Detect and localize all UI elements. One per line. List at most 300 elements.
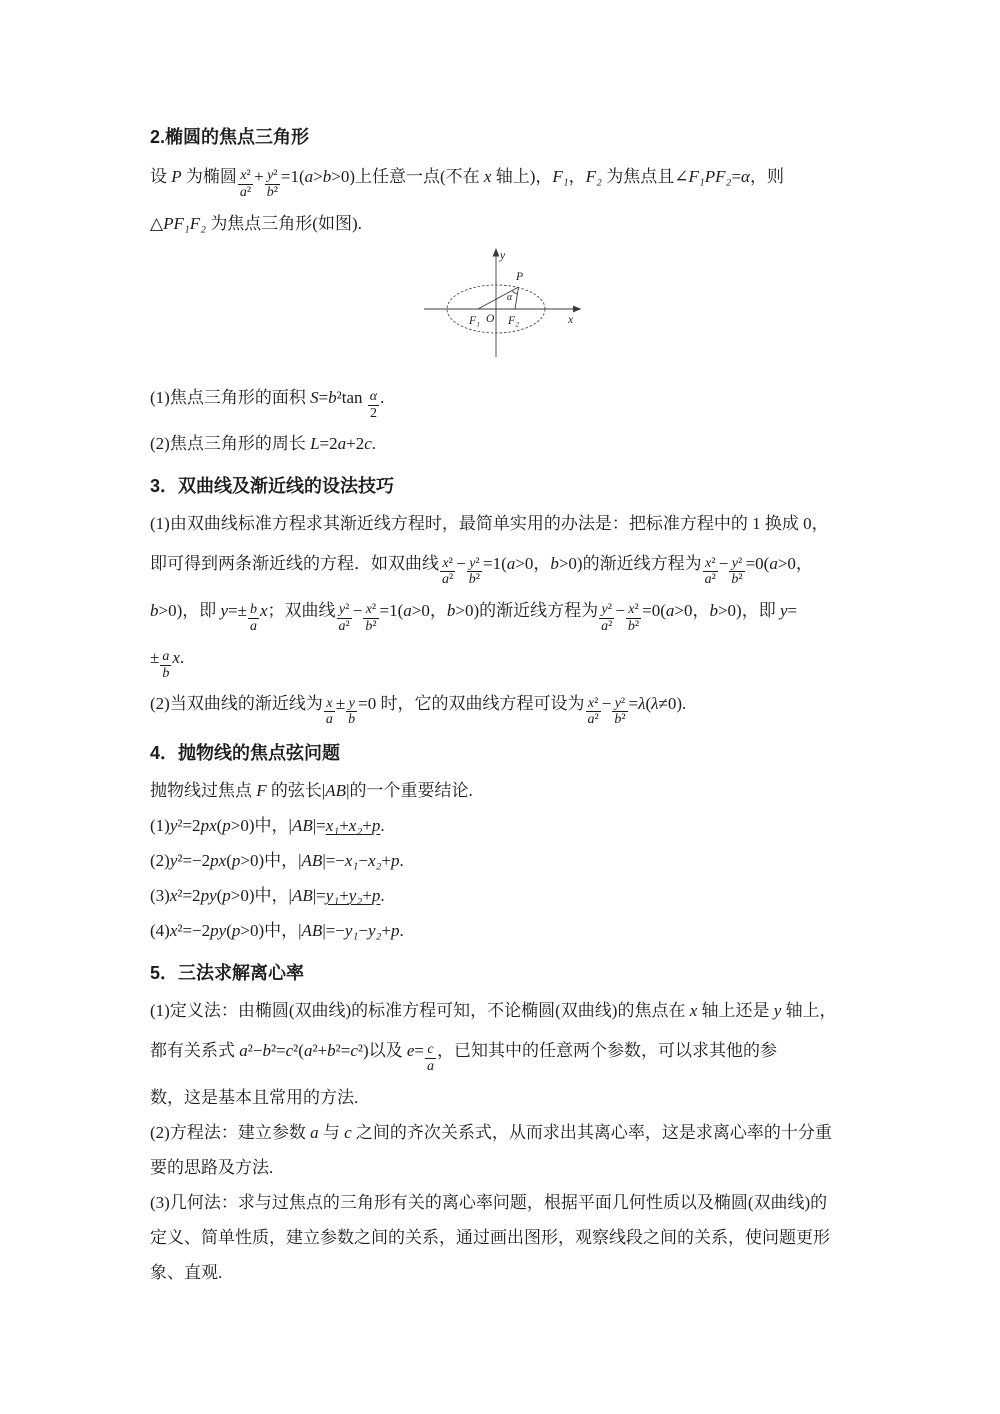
text-run: . <box>380 816 385 836</box>
math-var: a <box>442 572 449 588</box>
text-line <box>150 808 860 843</box>
math-var: AB <box>325 781 347 801</box>
math-var: x <box>259 601 268 621</box>
math-var: b <box>446 601 456 621</box>
x-axis-arrow-icon <box>573 305 582 312</box>
text-run: . <box>380 886 385 906</box>
math-var: y <box>220 601 229 621</box>
text-run: 5．三法求解离心率 <box>150 963 305 984</box>
text-run: = <box>628 694 639 714</box>
text-run: ² <box>621 712 626 728</box>
text-run: ² <box>273 185 278 200</box>
text-run: ( <box>645 694 652 714</box>
text-run: >0)的渐近线方程为 <box>455 601 599 621</box>
section-heading <box>150 736 860 770</box>
text-run: + <box>339 886 349 906</box>
text-run: ² <box>449 572 454 588</box>
text-run: ² <box>345 619 350 635</box>
math-var: y₁ <box>344 921 359 941</box>
math-var: b <box>327 1041 336 1061</box>
text-run: ² <box>594 712 599 728</box>
text-run: ²= <box>270 1041 286 1061</box>
math-var: x <box>587 695 595 711</box>
math-var: p <box>231 851 241 871</box>
math-var: λ <box>651 694 659 714</box>
math-var: p <box>371 886 381 906</box>
math-var: a <box>587 712 595 728</box>
text-run: . <box>399 851 404 871</box>
text-run: 2.椭圆的焦点三角形 <box>150 127 310 147</box>
text-run: (2)方程法：建立参数 <box>150 1122 311 1142</box>
text-run: = <box>731 167 742 186</box>
math-var: x <box>172 647 180 667</box>
segment-pf1 <box>478 287 519 309</box>
text-run: |= <box>312 886 326 906</box>
text-line <box>150 546 860 588</box>
fraction <box>160 649 171 681</box>
text-run: − <box>358 921 368 941</box>
text-run: ² <box>371 602 377 618</box>
math-var: P <box>171 167 182 186</box>
math-var: AB <box>301 921 323 941</box>
fraction <box>363 602 378 634</box>
math-var: a <box>304 167 314 186</box>
math-var: a <box>338 619 346 635</box>
fraction <box>346 696 357 728</box>
text-line <box>150 593 860 635</box>
text-run: . <box>179 647 185 667</box>
text-run: ， <box>568 167 586 186</box>
math-var: a <box>601 619 609 635</box>
text-run: 象、直观. <box>150 1262 223 1282</box>
label-angle-alpha: α <box>507 291 513 303</box>
text-run: >0)，即 <box>717 601 780 621</box>
text-line <box>150 1033 860 1075</box>
math-var: b <box>322 167 332 186</box>
text-run: ² <box>475 572 480 588</box>
math-var: b <box>262 1041 271 1061</box>
text-run: ² <box>738 555 743 571</box>
math-var: x <box>326 695 333 711</box>
text-run: 4．抛物线的焦点弦问题 <box>150 743 341 764</box>
math-var: x <box>365 602 372 618</box>
fraction <box>729 556 744 588</box>
text-run: 轴上， <box>781 1001 837 1021</box>
math-var: p <box>231 921 241 941</box>
fraction <box>467 556 482 588</box>
text-run: + <box>381 851 392 871</box>
math-var: c <box>350 1041 358 1061</box>
math-var: y <box>348 695 355 711</box>
fraction <box>425 1042 436 1074</box>
math-var: y₂ <box>367 921 382 941</box>
label-focus-f1: F₁ <box>469 314 481 327</box>
text-run: = <box>414 1041 425 1061</box>
text-run: ² <box>634 602 639 618</box>
math-var: p <box>391 851 400 871</box>
text-run: |的一个重要结论. <box>346 781 473 801</box>
text-run: ² <box>634 619 640 635</box>
ellipse-figure <box>419 247 591 370</box>
text-run: ²)以及 <box>357 1041 407 1061</box>
text-run: ² <box>594 695 599 711</box>
text-run: + <box>362 886 372 906</box>
math-var: x <box>689 1001 698 1021</box>
fraction <box>612 696 627 728</box>
text-run: ² <box>607 602 612 618</box>
math-var: y <box>779 601 788 621</box>
text-run: (3)几何法：求与过焦点的三角形有关的离心率问题，根据平面几何性质以及椭圆(双曲线)的 <box>150 1192 828 1212</box>
math-var: e <box>406 1041 415 1061</box>
math-var: p <box>222 816 231 836</box>
text-run: 2 <box>369 405 377 421</box>
text-run: ² <box>372 619 377 635</box>
math-var: α <box>741 167 750 186</box>
math-var: b <box>328 387 337 407</box>
math-var: y <box>773 1001 782 1021</box>
math-var: F₁ <box>552 167 569 186</box>
y-axis-arrow-icon <box>493 248 500 257</box>
fraction <box>626 602 641 634</box>
text-line <box>150 1150 860 1185</box>
text-line <box>150 1115 860 1150</box>
fraction <box>324 696 335 728</box>
math-var: L <box>310 434 320 454</box>
math-var: b <box>614 712 622 728</box>
math-var: b <box>150 601 159 621</box>
text-run: ² <box>273 168 278 184</box>
math-var: PF₁F₂ <box>163 213 207 233</box>
math-var: a <box>403 601 412 621</box>
math-var: b <box>468 572 476 588</box>
text-run: |=− <box>322 851 345 871</box>
math-var: py <box>200 886 217 906</box>
text-run: |= <box>312 816 326 836</box>
text-run: ≠0). <box>658 694 687 714</box>
text-run: ± <box>150 647 160 667</box>
text-run: =1( <box>379 601 404 621</box>
text-run: (1)由双曲线标准方程求其渐近线方程时，最简单实用的办法是：把标准方程中的 1 换成 0， <box>150 514 829 534</box>
text-run: 都有关系式 <box>150 1041 240 1061</box>
math-var: y <box>731 555 738 571</box>
text-run: 与 <box>318 1122 345 1142</box>
text-run: − <box>456 554 466 574</box>
text-run: 3．双曲线及渐近线的设法技巧 <box>150 476 395 497</box>
text-run: 要的思路及方法. <box>150 1157 274 1177</box>
text-run: 为焦点三角形(如图). <box>206 213 362 233</box>
fraction <box>337 602 352 634</box>
fraction <box>703 556 718 588</box>
text-run: >0)上任意一点(不在 <box>331 167 484 186</box>
text-run: ²=2 <box>177 816 201 836</box>
math-var: y₁ <box>325 886 340 906</box>
text-line <box>150 878 860 913</box>
section-heading <box>150 956 860 990</box>
text-run: ( <box>216 816 223 836</box>
text-run: >0)中，| <box>240 851 302 871</box>
text-run: ± <box>335 694 346 714</box>
text-line <box>150 686 860 728</box>
math-var: a <box>239 185 247 200</box>
ellipse-figure-svg <box>419 247 591 365</box>
text-run: 数，这是基本且常用的方法. <box>150 1087 359 1107</box>
math-var: a <box>665 601 675 621</box>
math-var: x <box>442 555 449 571</box>
text-run: ² <box>345 602 350 618</box>
math-var: a <box>769 554 778 574</box>
text-run: ²+ <box>312 1041 328 1061</box>
text-run: − <box>615 601 625 621</box>
math-var: F₂ <box>585 167 602 186</box>
math-var: x₁ <box>344 851 359 871</box>
text-run: (3) <box>150 886 170 906</box>
text-run: =1( <box>483 554 507 574</box>
text-run: >0， <box>515 554 551 574</box>
math-var: b <box>266 185 274 200</box>
text-run: 为椭圆 <box>181 167 237 186</box>
text-run: =1( <box>280 167 305 186</box>
text-line <box>150 206 860 241</box>
text-run: + <box>362 816 372 836</box>
angle-arc <box>512 290 518 293</box>
math-var: c <box>344 1122 352 1142</box>
text-run: >0)的渐近线方程为 <box>558 554 702 574</box>
text-run: ( <box>216 886 223 906</box>
math-var: F <box>256 781 267 801</box>
text-run: = <box>787 601 798 621</box>
text-run: ² <box>246 185 252 200</box>
text-run: . <box>371 434 377 454</box>
text-run: + <box>254 167 264 186</box>
underlined-formula <box>326 816 381 835</box>
math-var: a <box>162 649 170 665</box>
document-body <box>150 120 860 1290</box>
math-var: p <box>371 816 381 836</box>
text-line <box>150 426 860 461</box>
math-var: S <box>310 387 319 407</box>
text-run: + <box>381 921 392 941</box>
text-run: (2)焦点三角形的周长 <box>150 434 311 454</box>
text-run: 的弦长| <box>266 781 326 801</box>
text-run: − <box>601 694 612 714</box>
math-var: x <box>628 602 635 618</box>
math-var: a <box>249 619 257 635</box>
text-run: >0)中，| <box>240 921 302 941</box>
math-var: b <box>550 554 559 574</box>
text-run: =2 <box>319 434 338 454</box>
text-run: (1)焦点三角形的面积 <box>150 387 311 407</box>
text-run: (1) <box>150 816 170 836</box>
math-var: p <box>222 886 231 906</box>
math-var: y <box>614 695 621 711</box>
text-line <box>150 993 860 1028</box>
math-var: b <box>731 572 739 588</box>
math-var: px <box>200 816 217 836</box>
text-run: ² <box>711 555 716 571</box>
text-run: 之间的齐次关系式，从而求出其离心率，这是求离心率的十分重 <box>351 1122 832 1142</box>
text-run: +2 <box>346 434 365 454</box>
section-heading <box>150 120 860 154</box>
math-var: x <box>704 555 712 571</box>
text-run: ² <box>246 168 251 184</box>
label-y-axis: y <box>500 249 506 262</box>
math-var: px <box>210 851 227 871</box>
math-var: b <box>627 619 635 635</box>
math-var: b <box>709 601 718 621</box>
text-run: 为焦点且∠ <box>601 167 689 186</box>
math-var: x₂ <box>348 816 363 836</box>
text-run: ( <box>226 851 232 871</box>
text-run: − <box>358 851 368 871</box>
text-line <box>150 1080 860 1115</box>
text-line <box>150 773 860 808</box>
text-run: + <box>339 816 349 836</box>
math-var: x <box>483 167 492 186</box>
math-var: λ <box>638 694 646 714</box>
math-var: AB <box>301 851 323 871</box>
label-focus-f2: F₂ <box>508 314 520 327</box>
math-var: x₂ <box>367 851 382 871</box>
math-var: py <box>210 921 227 941</box>
math-var: AB <box>291 886 313 906</box>
text-run: (2) <box>150 851 170 871</box>
text-run: >0)中，| <box>230 886 292 906</box>
text-run: ²tan <box>336 387 367 407</box>
text-run: > <box>313 167 323 186</box>
fraction <box>248 602 259 634</box>
text-run: =0 时，它的双曲线方程可设为 <box>358 694 585 714</box>
fraction <box>440 556 455 588</box>
math-var: y <box>469 555 476 571</box>
text-run: >0)中，| <box>230 816 292 836</box>
text-run: △ <box>150 213 164 233</box>
math-var: a <box>704 572 712 588</box>
math-var: b <box>365 619 373 635</box>
math-var: a <box>325 712 333 728</box>
fraction <box>586 696 601 728</box>
math-var: a <box>506 554 516 574</box>
text-run: . <box>399 921 404 941</box>
text-run: >0， <box>411 601 447 621</box>
text-line <box>150 1185 860 1220</box>
text-run: (2)当双曲线的渐近线为 <box>150 694 323 714</box>
math-var: a <box>239 1041 248 1061</box>
text-run: >0， <box>674 601 710 621</box>
text-run: ²=−2 <box>177 851 211 871</box>
math-var: c <box>427 1042 434 1058</box>
text-line <box>150 159 860 201</box>
text-line <box>150 506 860 541</box>
text-run: =0( <box>745 554 770 574</box>
math-var: a <box>337 434 347 454</box>
math-var: p <box>391 921 400 941</box>
math-var: x <box>169 921 178 941</box>
text-run: 轴上还是 <box>697 1001 774 1021</box>
text-run: ，已知其中的任意两个参数，可以求其他的参 <box>437 1041 778 1061</box>
math-var: y <box>169 816 178 836</box>
text-run: =± <box>228 601 247 621</box>
text-line <box>150 913 860 948</box>
text-run: 抛物线过焦点 <box>150 781 257 801</box>
text-line <box>150 380 860 422</box>
math-var: a <box>427 1059 435 1075</box>
text-run: ²− <box>247 1041 263 1061</box>
math-var: y <box>601 602 608 618</box>
text-run: ² <box>711 572 716 588</box>
math-var: b <box>348 712 356 728</box>
text-run: ；双曲线 <box>267 601 336 621</box>
text-run: =0( <box>642 601 666 621</box>
math-var: a <box>310 1122 319 1142</box>
text-line <box>150 1255 860 1290</box>
math-var: x <box>169 886 178 906</box>
math-var: α <box>369 389 378 404</box>
text-run: ² <box>448 555 453 571</box>
math-var: c <box>364 434 372 454</box>
text-run: (1)定义法：由椭圆(双曲线)的标准方程可知，不论椭圆(双曲线)的焦点在 <box>150 1001 690 1021</box>
underlined-formula <box>326 886 381 905</box>
text-run: ²=2 <box>177 886 201 906</box>
text-run: >0， <box>777 554 813 574</box>
text-run: 轴上)， <box>491 167 553 186</box>
fraction <box>238 168 253 200</box>
math-var: a <box>303 1041 313 1061</box>
math-var: y <box>338 602 346 618</box>
fraction <box>368 389 379 421</box>
text-run: 即可得到两条渐近线的方程．如双曲线 <box>150 554 439 574</box>
text-run: ² <box>475 555 480 571</box>
text-run: ²=−2 <box>177 921 211 941</box>
text-run: ² <box>738 572 743 588</box>
label-origin-o: O <box>486 312 495 325</box>
math-var: b <box>162 665 170 681</box>
text-line <box>150 640 860 682</box>
text-run: |=− <box>322 921 345 941</box>
fraction <box>599 602 614 634</box>
text-run: = <box>318 387 329 407</box>
label-x-axis: x <box>568 313 574 326</box>
text-line <box>150 1220 860 1255</box>
text-run: − <box>718 554 729 574</box>
segment-pf2 <box>515 287 519 309</box>
math-var: y <box>267 168 274 184</box>
text-run: ²= <box>335 1041 351 1061</box>
text-run: ( <box>226 921 232 941</box>
math-var: F₁PF₂ <box>688 167 732 186</box>
text-run: ²( <box>293 1041 304 1061</box>
math-var: c <box>285 1041 294 1061</box>
fraction <box>265 168 280 200</box>
text-run: ² <box>620 695 626 711</box>
math-var: y₂ <box>348 886 363 906</box>
text-run: (4) <box>150 921 170 941</box>
math-var: AB <box>291 816 313 836</box>
text-run: >0)，即 <box>158 601 221 621</box>
text-run: 设 <box>150 167 172 186</box>
text-line <box>150 843 860 878</box>
math-var: x₁ <box>325 816 340 836</box>
section-heading <box>150 469 860 503</box>
math-var: b <box>249 602 257 618</box>
text-run: . <box>380 387 385 407</box>
text-run: ，则 <box>749 167 784 186</box>
text-run: 定义、简单性质，建立参数之间的关系，通过画出图形，观察线段之间的关系，使问题更形 <box>150 1227 830 1247</box>
math-var: x <box>240 168 247 184</box>
text-run: ² <box>608 619 613 635</box>
text-run: − <box>352 601 363 621</box>
math-var: y <box>169 851 178 871</box>
label-point-p: P <box>516 270 524 283</box>
